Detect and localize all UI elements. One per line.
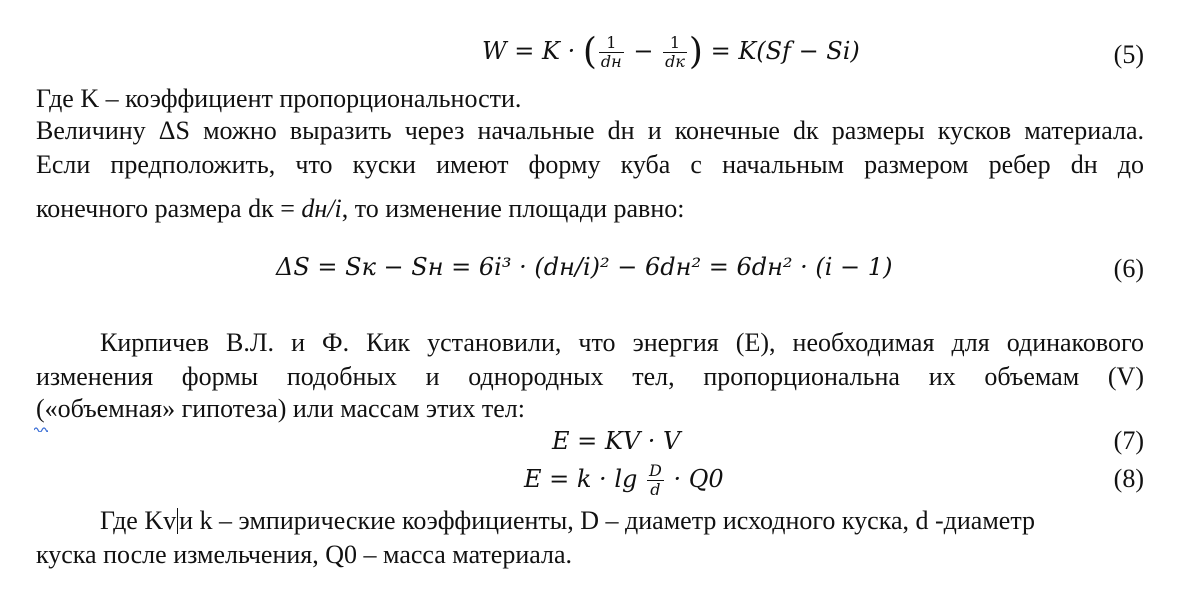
equation-8: E = k · lg $\frac{D}{d}$ · Q0 xyxy=(524,461,724,499)
paragraph-cube-line-1: Если предположить, что куски имеют форму куба с начальным размером ребер dн до xyxy=(36,150,1144,179)
eq5-lhs: W = K · xyxy=(482,37,576,65)
paragraph-kirpichev-line-2: изменения формы подобных и однородных тел, пропорциональна их объемам (V) xyxy=(36,362,1144,391)
eq5-fraction-1: $\frac{1}{dн}$ xyxy=(600,33,622,71)
equation-6: ΔS = Sк − Sн = 6i³ · (dн/i)² − 6dн² = 6dн² · (i − 1) xyxy=(276,253,893,281)
equation-8-number: (8) xyxy=(1113,464,1144,493)
paragraph-empirical-line-1: Где Kv и k – эмпирические коэффициенты, D – диаметр исходного куска, d -диаметр xyxy=(100,506,1036,535)
equation-6-number: (6) xyxy=(1113,254,1144,283)
text-cursor xyxy=(177,508,178,534)
paragraph-where-k: Где K – коэффициент пропорциональности. xyxy=(36,84,522,113)
eq5-fraction-2: $\frac{1}{dк}$ xyxy=(665,33,685,71)
eq8-fraction: $\frac{D}{d}$ xyxy=(649,461,662,499)
paragraph-kirpichev-line-3: («объемная» гипотеза) или массам этих тел: xyxy=(36,394,525,423)
equation-5: W = K · ( $\frac{1}{dн}$ − $\frac{1}{dк}$ ) = K(Sf − Si) xyxy=(482,31,860,73)
spellcheck-squiggle-icon xyxy=(34,426,48,432)
eq5-rhs: = K(Sf − Si) xyxy=(710,37,860,65)
equation-5-number: (5) xyxy=(1113,40,1144,69)
paragraph-cube-line-2: конечного размера dк = dн/i, то изменение площади равно: xyxy=(36,194,685,223)
equation-7: E = KV · V xyxy=(552,427,681,455)
paragraph-delta-s: Величину ΔS можно выразить через начальные dн и конечные dк размеры кусков материала. xyxy=(36,116,1144,145)
paragraph-kirpichev-line-1: Кирпичев В.Л. и Ф. Кик установили, что энергия (E), необходимая для одинакового xyxy=(100,328,1144,357)
paragraph-empirical-line-2: куска после измельчения, Q0 – масса материала. xyxy=(36,540,573,569)
cube-ratio: dн/i xyxy=(301,194,342,223)
equation-7-number: (7) xyxy=(1113,426,1144,455)
